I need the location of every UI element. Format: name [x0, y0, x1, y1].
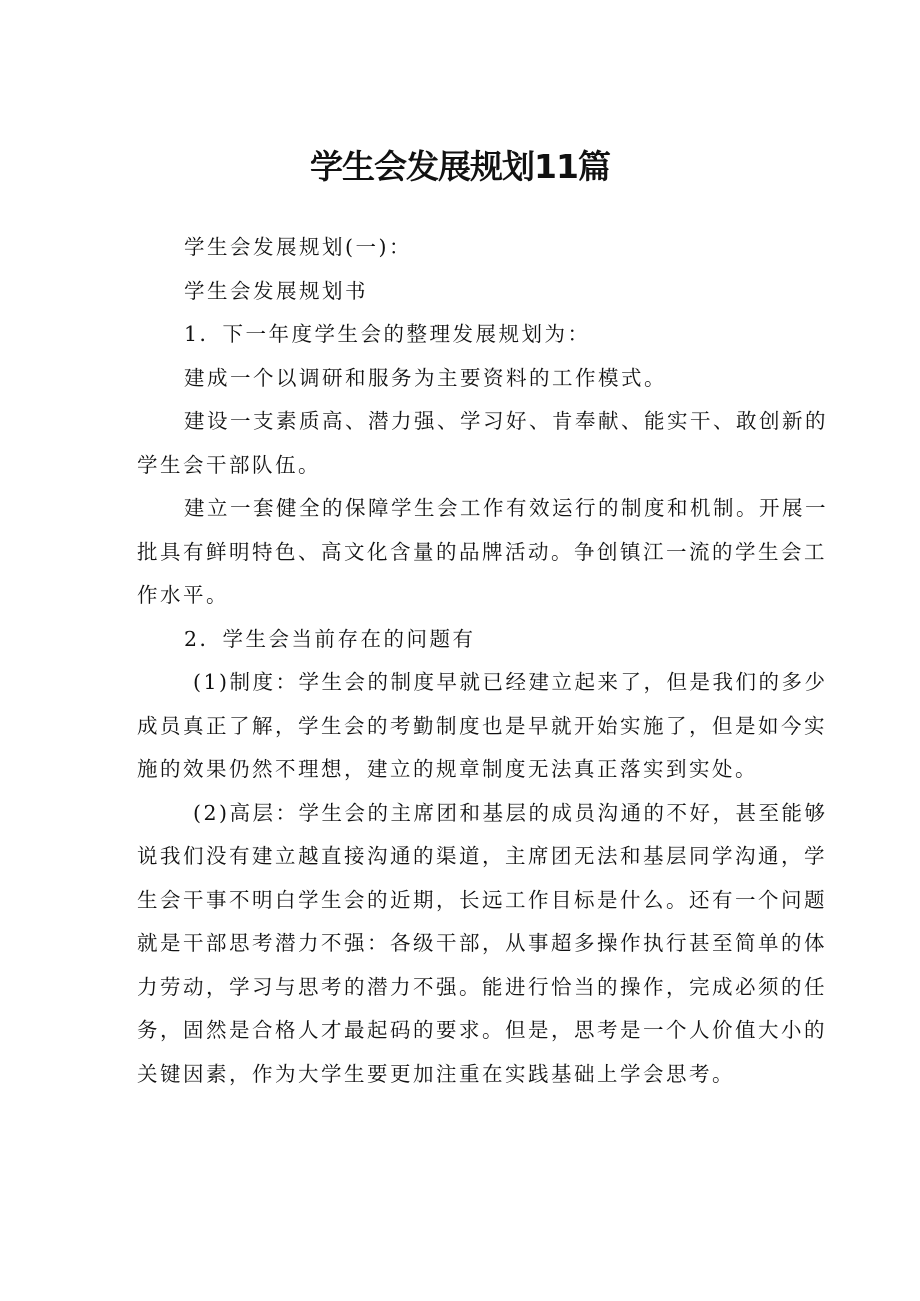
paragraph-goal-3	[137, 487, 828, 618]
text-line: 建立一套健全的保障学生会工作有效运行的制度和机制。开展一	[184, 496, 828, 520]
text-line: 关键因素，作为大学生要更加注重在实践基础上学会思考。	[137, 1061, 735, 1086]
text-line: 作水平。	[137, 583, 229, 607]
text-line: 成员真正了解，学生会的考勤制度也是早就开始实施了，但是如今实	[137, 713, 827, 738]
text-line: 2．学生会当前存在的问题有	[184, 626, 476, 651]
paragraph-heading	[137, 270, 795, 314]
paragraph-goal-2	[137, 400, 828, 487]
text-line: 学生会干部队伍。	[137, 452, 321, 477]
document-body	[137, 226, 828, 1096]
text-line: 1．下一年度学生会的整理发展规划为：	[184, 322, 591, 346]
paragraph-subtitle-1	[137, 226, 795, 270]
text-line: 建成一个以调研和服务为主要资料的工作模式。	[184, 365, 667, 390]
text-line: 批具有鲜明特色、高文化含量的品牌活动。争创镇江一流的学生会工	[137, 539, 827, 564]
text-line: 生会干事不明白学生会的近期，长远工作目标是什么。还有一个问题	[137, 887, 827, 912]
text-line: (1)制度：学生会的制度早就已经建立起来了，但是我们的多少	[193, 670, 828, 694]
text-line: 学生会发展规划书	[184, 278, 368, 303]
text-line: (2)高层：学生会的主席团和基层的成员沟通的不好，甚至能够	[193, 800, 828, 825]
text-line: 说我们没有建立越直接沟通的渠道，主席团无法和基层同学沟通，学	[137, 844, 827, 868]
paragraph-section-1	[137, 313, 795, 357]
text-line: 务，固然是合格人才最起码的要求。但是，思考是一个人价值大小的	[137, 1018, 827, 1042]
paragraph-goal-1	[137, 357, 795, 401]
paragraph-problem-1	[137, 661, 828, 792]
text-line: 学生会发展规划(一)：	[184, 235, 412, 259]
text-line: 建设一支素质高、潜力强、学习好、肯奉献、能实干、敢创新的	[184, 409, 828, 433]
paragraph-problem-2	[137, 792, 828, 1097]
text-line: 力劳动，学习与思考的潜力不强。能进行恰当的操作，完成必须的任	[137, 974, 827, 999]
paragraph-section-2	[137, 618, 795, 662]
text-line: 施的效果仍然不理想，建立的规章制度无法真正落实到实处。	[137, 757, 758, 781]
document-title: 学生会发展规划11篇	[310, 147, 610, 186]
text-line: 就是干部思考潜力不强：各级干部，从事超多操作执行甚至简单的体	[137, 931, 827, 955]
